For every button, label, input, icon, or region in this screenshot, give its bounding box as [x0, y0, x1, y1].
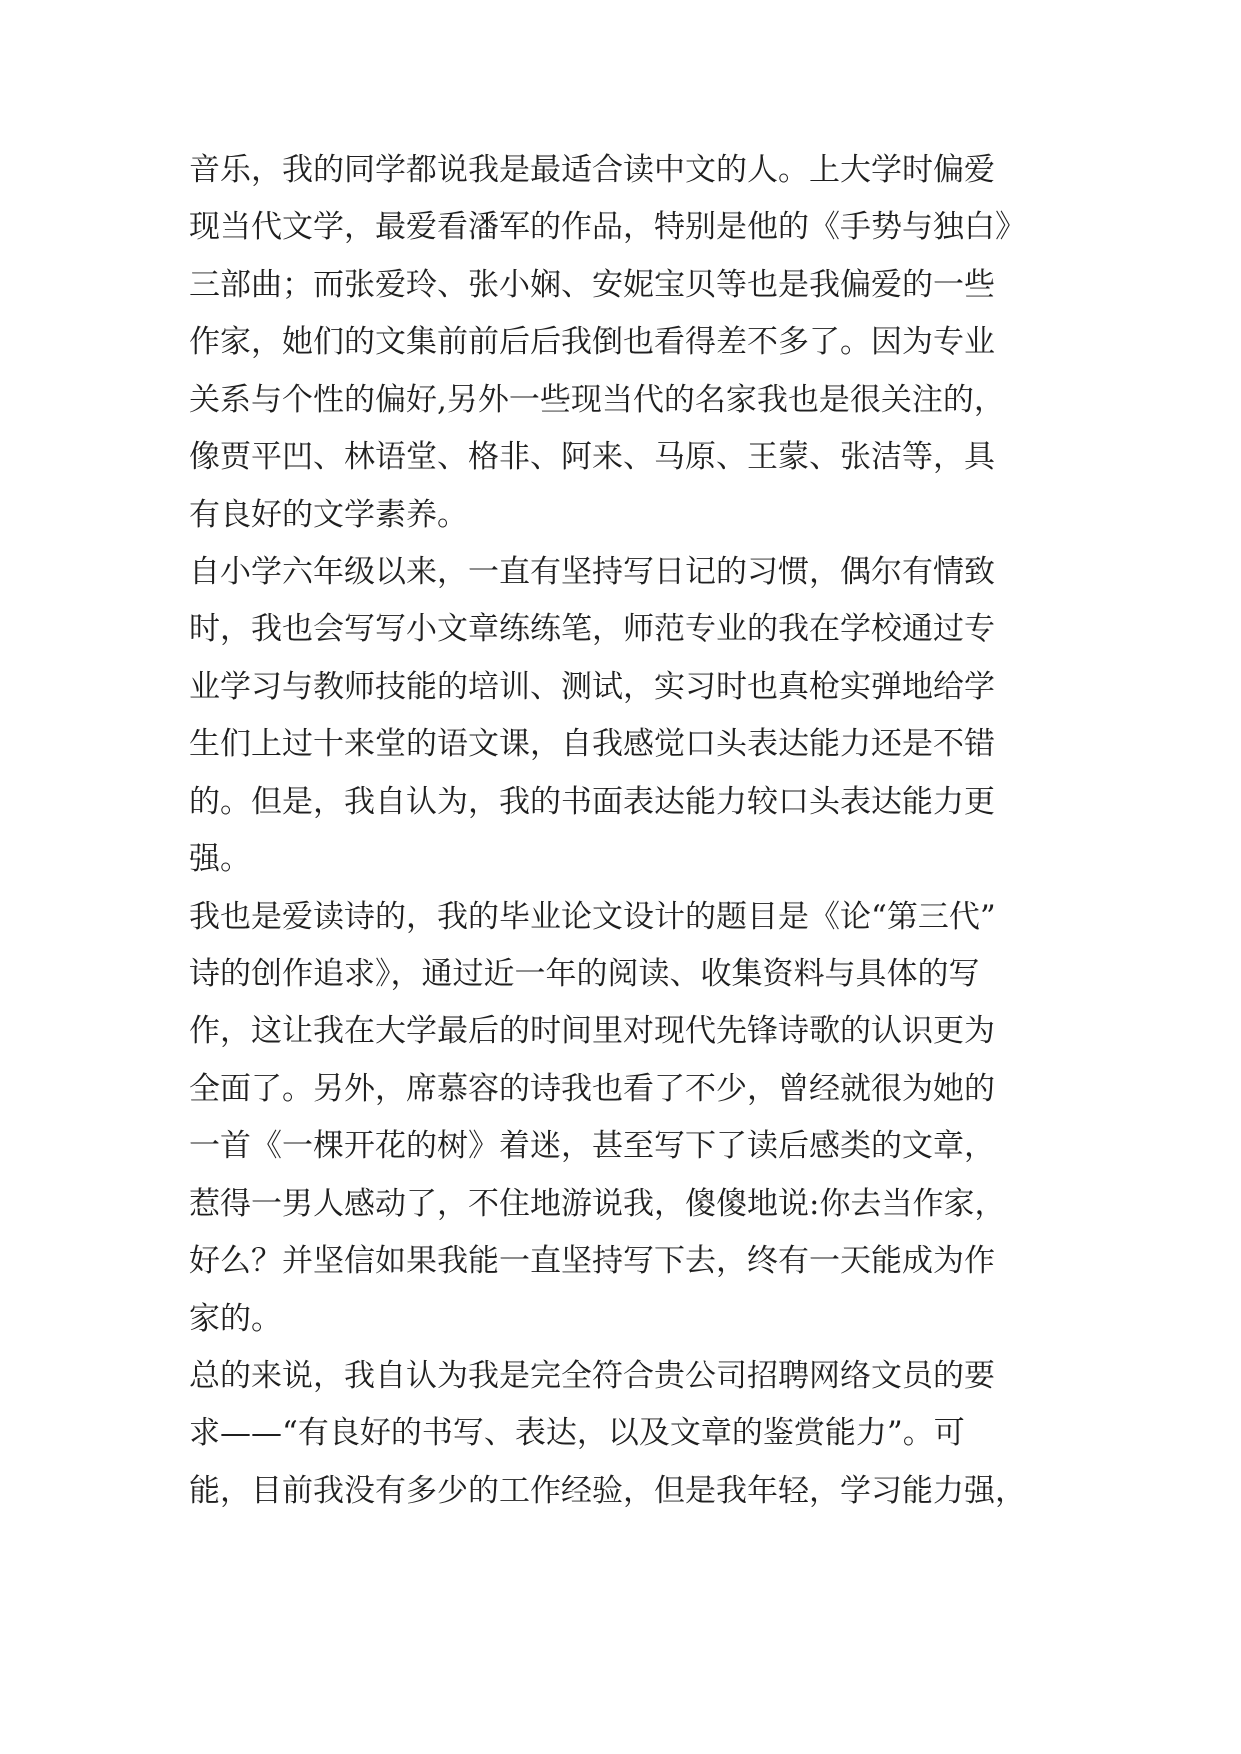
text-line: 现当代文学，最爱看潘军的作品，特别是他的《手势与独白》 [189, 209, 1026, 245]
text-line: 家的。 [189, 1301, 282, 1337]
text-line: 一首《一棵开花的树》着迷，甚至写下了读后感类的文章， [189, 1128, 995, 1164]
text-line: 有良好的文学素养。 [189, 497, 468, 533]
text-line: 总的来说，我自认为我是完全符合贵公司招聘网络文员的要 [189, 1358, 995, 1394]
text-line: 作家，她们的文集前前后后我倒也看得差不多了。因为专业 [189, 324, 995, 360]
text-line: 三部曲；而张爱玲、张小娴、安妮宝贝等也是我偏爱的一些 [189, 267, 995, 303]
text-line: 作，这让我在大学最后的时间里对现代先锋诗歌的认识更为 [189, 1013, 995, 1049]
text-line: 的。但是，我自认为，我的书面表达能力较口头表达能力更 [189, 784, 995, 820]
text-line: 时，我也会写写小文章练练笔，师范专业的我在学校通过专 [189, 611, 995, 647]
text-line: 能，目前我没有多少的工作经验，但是我年轻，学习能力强， [189, 1473, 1026, 1509]
text-line: 我也是爱读诗的，我的毕业论文设计的题目是《论“第三代” [189, 899, 996, 935]
text-line: 全面了。另外，席慕容的诗我也看了不少，曾经就很为她的 [189, 1071, 995, 1107]
text-line: 诗的创作追求》，通过近一年的阅读、收集资料与具体的写 [189, 956, 980, 992]
text-line: 像贾平凹、林语堂、格非、阿来、马原、王蒙、张洁等，具 [189, 439, 995, 475]
text-line: 惹得一男人感动了，不住地游说我，傻傻地说:你去当作家， [189, 1186, 1006, 1222]
text-line: 音乐，我的同学都说我是最适合读中文的人。上大学时偏爱 [189, 152, 995, 188]
text-line: 求——“有良好的书写、表达，以及文章的鉴赏能力”。可 [189, 1415, 965, 1451]
text-line: 自小学六年级以来，一直有坚持写日记的习惯，偶尔有情致 [189, 554, 995, 590]
text-line: 生们上过十来堂的语文课，自我感觉口头表达能力还是不错 [189, 726, 995, 762]
text-line: 关系与个性的偏好,另外一些现当代的名家我也是很关注的， [189, 382, 1005, 418]
text-line: 业学习与教师技能的培训、测试，实习时也真枪实弹地给学 [189, 669, 995, 705]
text-line: 好么？并坚信如果我能一直坚持写下去，终有一天能成为作 [189, 1243, 995, 1279]
text-line: 强。 [189, 841, 251, 877]
